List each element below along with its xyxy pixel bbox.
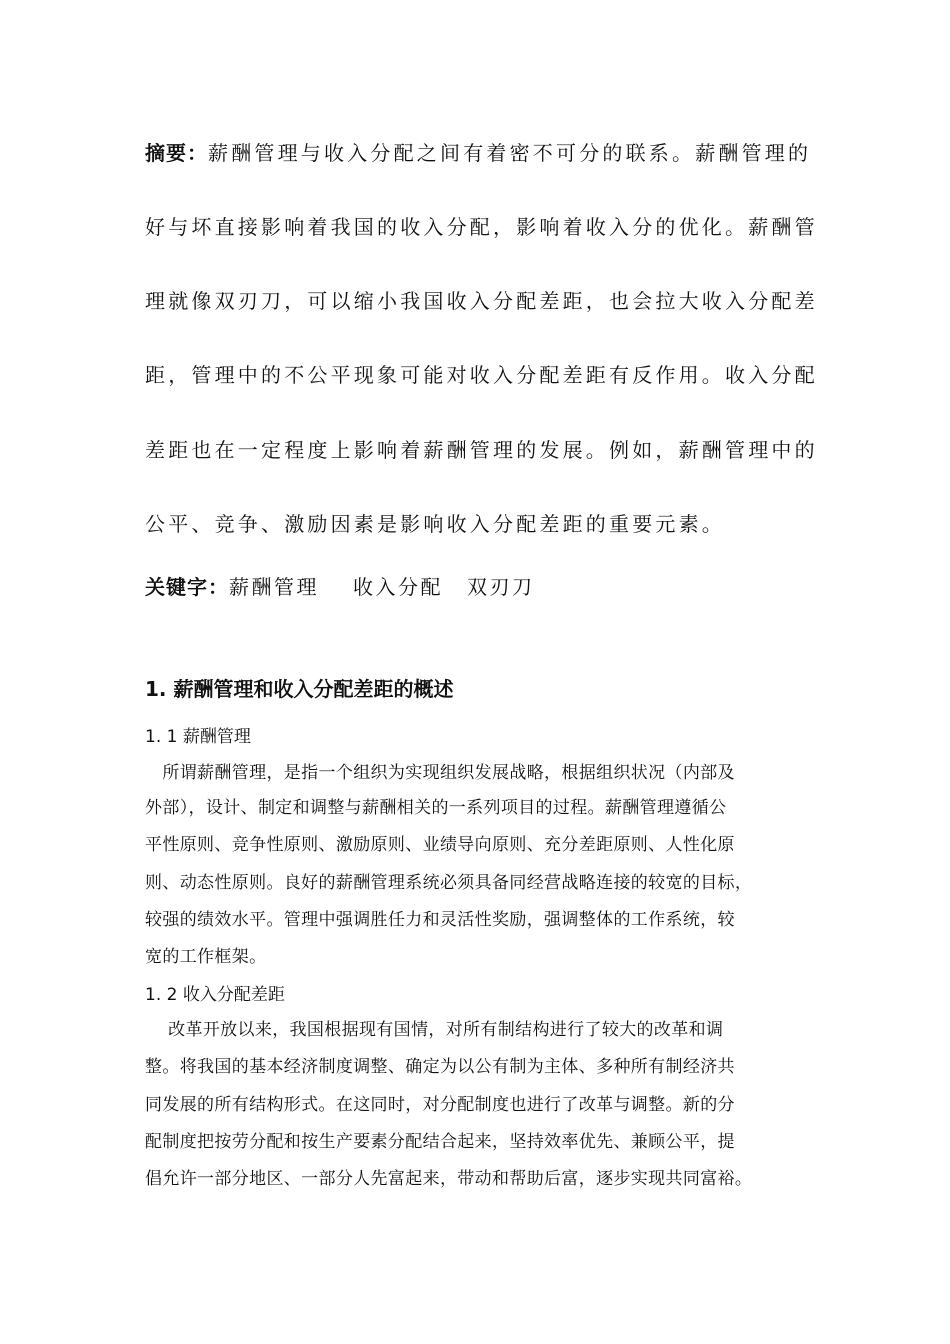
abstract-line-2: 好与坏直接影响着我国的收入分配，影响着收入分的优化。薪酬管 — [145, 215, 818, 239]
paragraph-line: 倡允许一部分地区、一部分人先富起来，带动和帮助后富，逐步实现共同富裕。 — [145, 1169, 753, 1189]
paragraph-line: 较强的绩效水平。管理中强调胜任力和灵活性奖励，强调整体的工作系统，较 — [145, 910, 735, 930]
keywords-line — [145, 575, 535, 600]
abstract-text: 薪酬管理与收入分配之间有着密不可分的联系。薪酬管理的 — [208, 141, 812, 165]
paragraph-line: 配制度把按劳分配和按生产要素分配结合起来，坚持效率优先、兼顾公平，提 — [145, 1132, 735, 1152]
paragraph-line: 外部），设计、制定和调整与薪酬相关的一系列项目的过程。薪酬管理遵循公 — [145, 798, 727, 818]
paragraph-line: 则、动态性原则。良好的薪酬管理系统必须具备同经营战略连接的较宽的目标， — [145, 873, 753, 893]
keyword-term: 双刃刀 — [467, 575, 535, 599]
abstract-line-3: 理就像双刃刀，可以缩小我国收入分配差距，也会拉大收入分配差 — [145, 289, 818, 313]
subsection-heading: 1. 1 薪酬管理 — [145, 727, 251, 747]
abstract-line-5: 差距也在一定程度上影响着薪酬管理的发展。例如，薪酬管理中的 — [145, 438, 818, 462]
abstract-label: 摘要： — [145, 141, 208, 165]
section-heading: 1. 薪酬管理和收入分配差距的概述 — [145, 677, 454, 701]
keyword-term: 薪酬管理 — [229, 575, 319, 599]
keyword-term: 收入分配 — [353, 575, 443, 599]
keywords-label: 关键字： — [145, 575, 229, 599]
subsection-heading: 1. 2 收入分配差距 — [145, 985, 285, 1005]
paragraph-line: 改革开放以来，我国根据现有国情，对所有制结构进行了较大的改革和调 — [145, 1020, 724, 1040]
paragraph-line: 同发展的所有结构形式。在这同时，对分配制度也进行了改革与调整。新的分 — [145, 1095, 735, 1115]
abstract-line-1 — [145, 141, 811, 165]
paragraph-line: 整。将我国的基本经济制度调整、确定为以公有制为主体、多种所有制经济共 — [145, 1057, 735, 1077]
abstract-line-4: 距，管理中的不公平现象可能对收入分配差距有反作用。收入分配 — [145, 363, 818, 387]
paragraph-line: 平性原则、竞争性原则、激励原则、业绩导向原则、充分差距原则、人性化原 — [145, 835, 735, 855]
paragraph-line: 宽的工作框架。 — [145, 947, 267, 967]
paragraph-line: 所谓薪酬管理，是指一个组织为实现组织发展战略，根据组织状况（内部及 — [145, 763, 735, 783]
abstract-line-6: 公平、竞争、激励因素是影响收入分配差距的重要元素。 — [145, 512, 725, 536]
